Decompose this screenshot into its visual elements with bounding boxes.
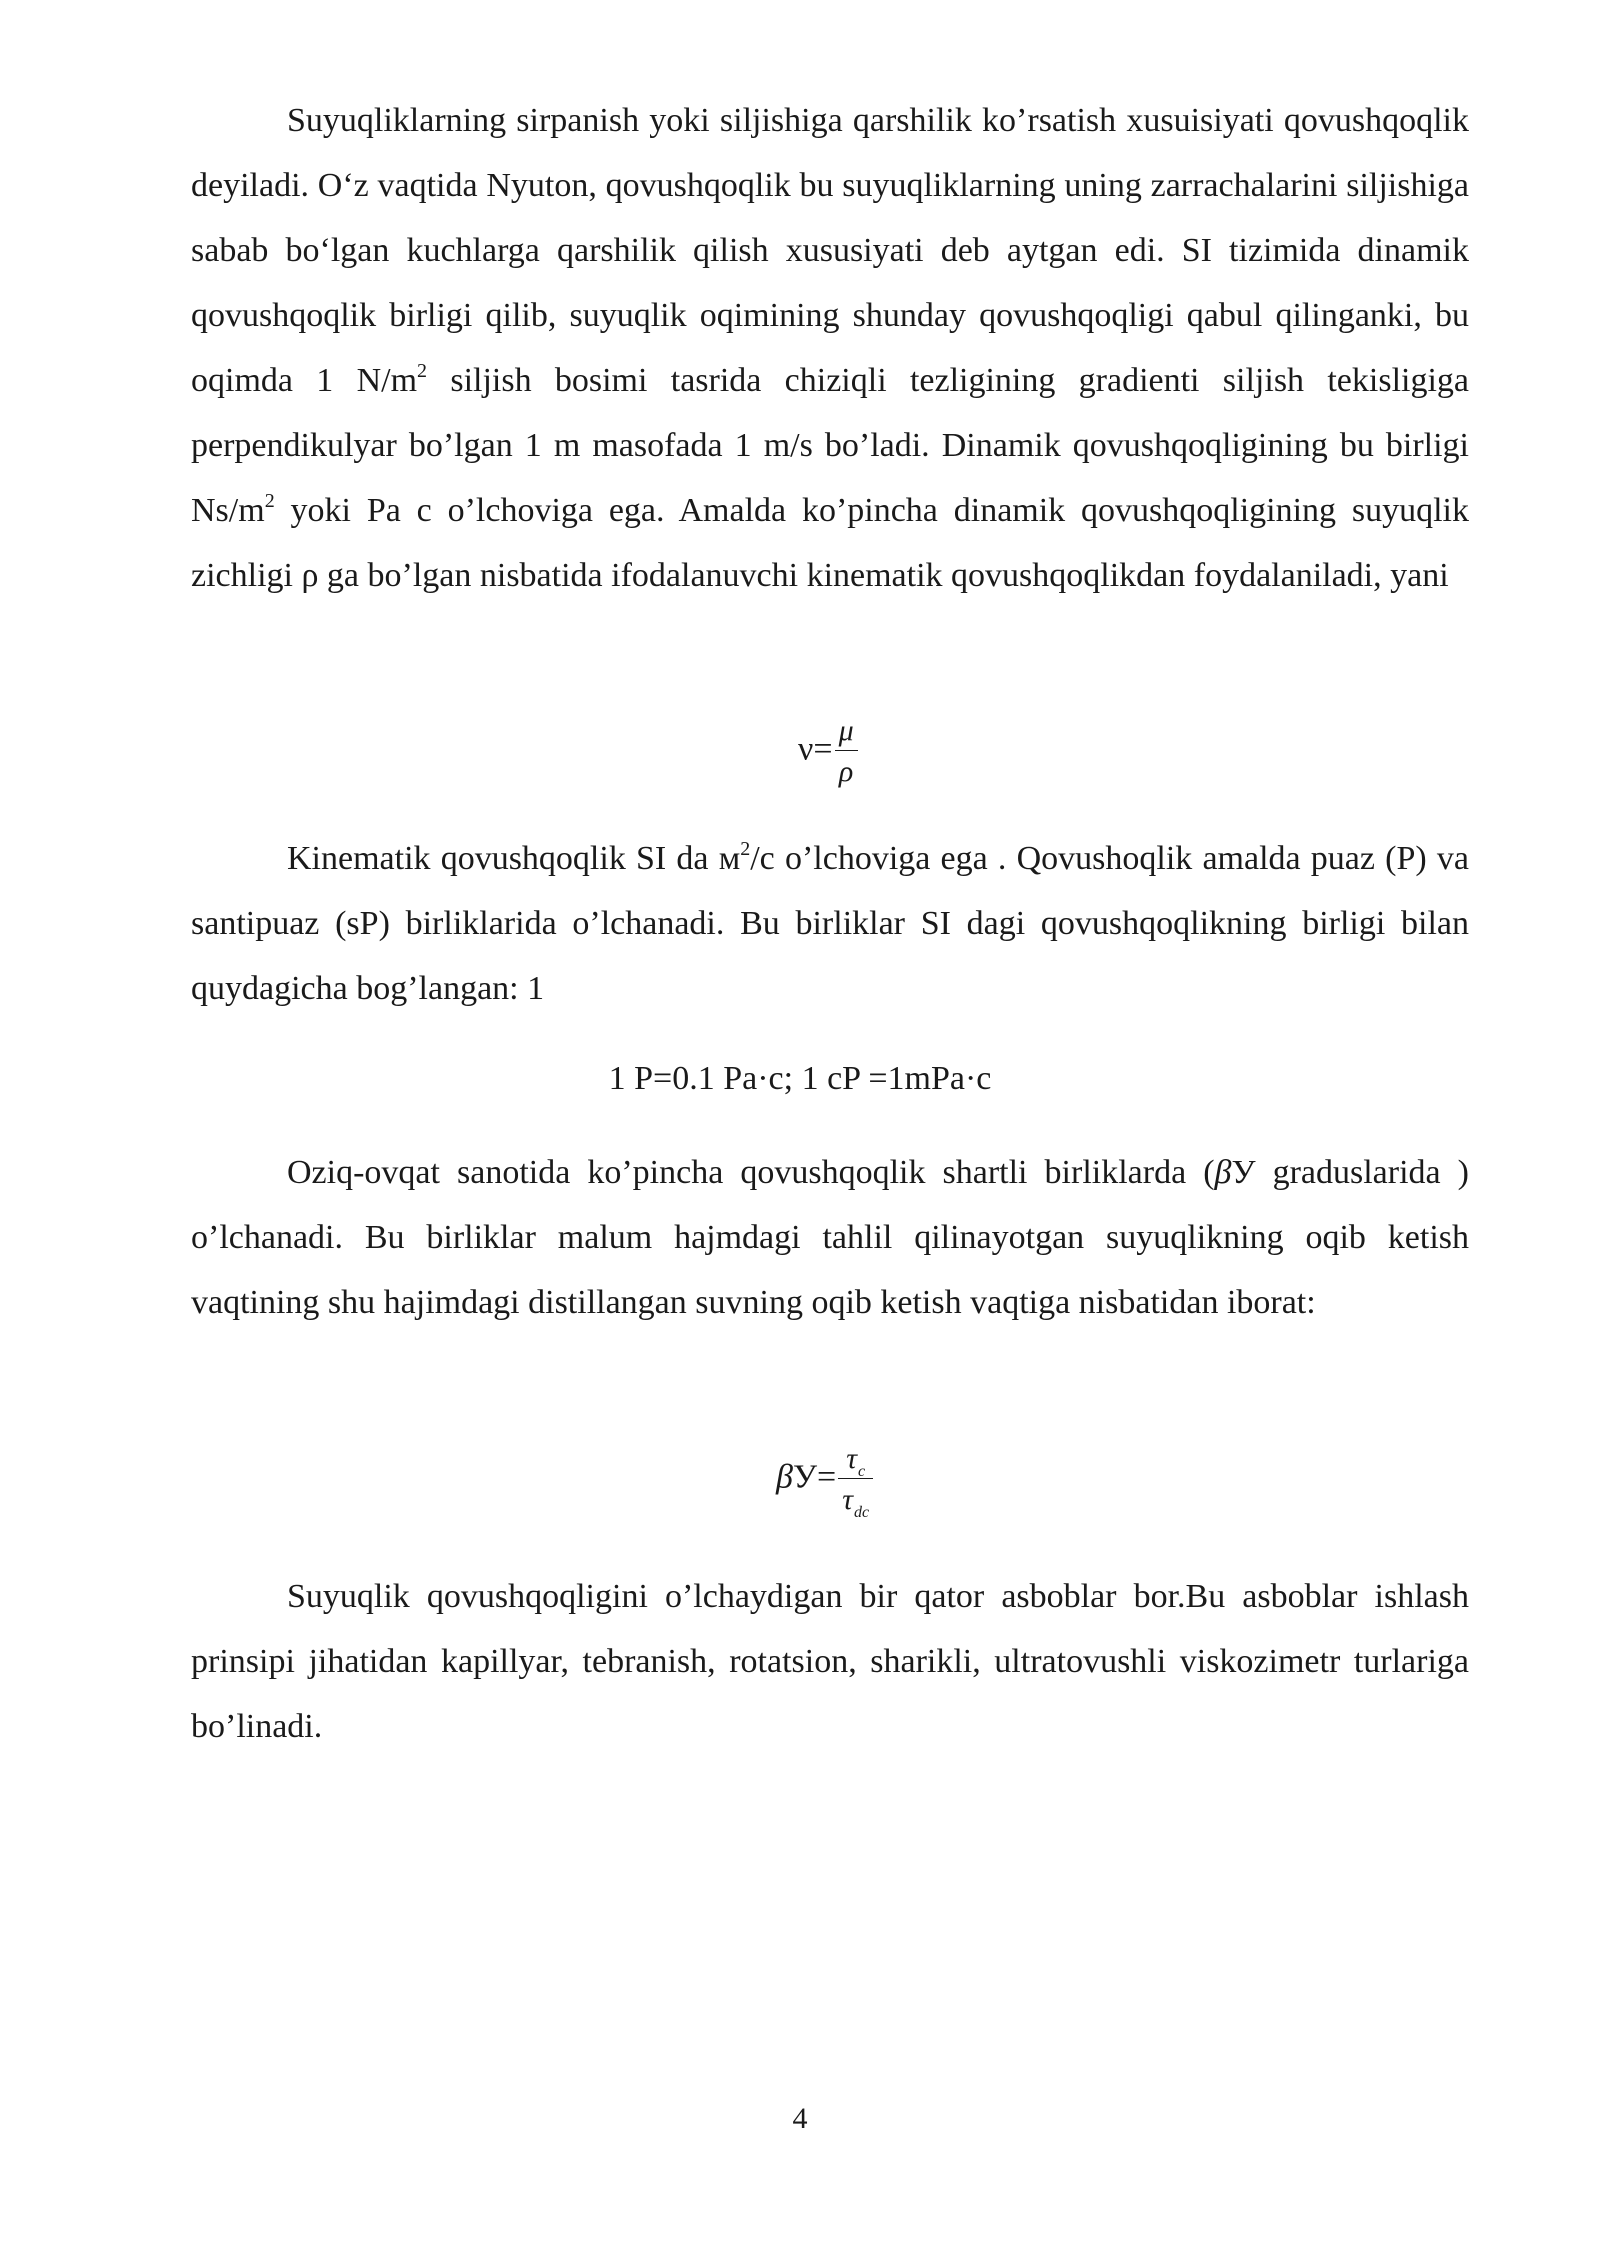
fraction-denominator <box>838 1479 873 1521</box>
formula-kinematic-viscosity <box>798 716 858 787</box>
superscript: 2 <box>417 360 428 382</box>
paragraph-text: Oziq-ovqat sanotida ko’pincha qovushqoqlik shartli birliklarda ( <box>287 1154 1215 1191</box>
beta-symbol: β <box>776 1458 793 1496</box>
tau-symbol: τ <box>842 1483 853 1516</box>
fraction-numerator: μ <box>835 716 858 751</box>
tau-symbol: τ <box>846 1442 857 1475</box>
fraction-numerator <box>838 1444 873 1479</box>
superscript: 2 <box>740 838 751 860</box>
paragraph-viscosity-definition <box>191 88 1469 608</box>
subscript: dc <box>853 1504 870 1521</box>
paragraph-text: Suyuqliklarning sirpanish yoki siljishiga qarshilik ko’rsatish xusuisiyati qovushqoqlik deyiladi. O‘z vaqtida Nyuton, qovushqoqlik bu suyuqliklarning uning zarrachalarini siljishiga sabab bo‘lgan kuchlarga qarshilik qilish xususiyati deb aytgan edi. SI tizimida dinamik qovushqoqlik birligi qilib, suyuqlik oqimining shunday qovushqoqligi qabul qilinganki, bu oqimda 1 N/m <box>191 102 1469 399</box>
paragraph-text: siljish bosimi tasrida chiziqli tezligining gradienti siljish tekisligiga perpendikulyar bo’lgan 1 m masofada 1 m/s bo’ladi. Dinamik qovushqoqligining bu birligi Ns/m <box>191 362 1469 529</box>
paragraph-viscometers <box>191 1564 1469 1759</box>
paragraph-conditional-units <box>191 1140 1469 1335</box>
formula-lhs: У= <box>792 1458 837 1496</box>
beta-symbol: β <box>1214 1154 1232 1191</box>
paragraph-kinematic-units <box>191 826 1469 1021</box>
formula-unit-conversion: 1 P=0.1 Pa·c; 1 cP =1mPa·c <box>608 1060 992 1097</box>
fraction-denominator: ρ <box>838 755 854 788</box>
fraction <box>838 1442 873 1521</box>
page-number: 4 <box>792 2102 808 2135</box>
formula-conditional-viscosity <box>776 1442 873 1521</box>
paragraph-text: Suyuqlik qovushqoqligini o’lchaydigan bir qator asboblar bor.Bu asboblar ishlash prinsipi jihatidan kapillyar, tebranish, rotatsion, sharikli, ultratovushli viskozimetr turlariga bo’linadi. <box>191 1578 1469 1745</box>
subscript: c <box>857 1463 866 1480</box>
paragraph-text: Kinematik qovushqoqlik SI da м <box>287 840 741 877</box>
paragraph-text: /c o’lchoviga ega . Qovushoqlik amalda puaz (P) va santipuaz (sP) birliklarida o’lchanadi. Bu birliklar SI dagi qovushqoqlikning birligi bilan quydagicha bog’langan: 1 <box>191 840 1469 1007</box>
formula-lhs: ν= <box>798 730 833 768</box>
paragraph-text: У graduslarida ) o’lchanadi. Bu birliklar malum hajmdagi tahlil qilinayotgan suyuqlikning oqib ketish vaqtining shu hajimdagi distillangan suvning oqib ketish vaqtiga nisbatidan iborat: <box>191 1154 1469 1321</box>
superscript: 2 <box>264 490 275 512</box>
paragraph-text: yoki Pa c o’lchoviga ega. Amalda ko’pincha dinamik qovushqoqligining suyuqlik zichligi ρ ga bo’lgan nisbatida ifodalanuvchi kinematik qovushqoqlikdan foydalaniladi, yani <box>191 492 1469 594</box>
fraction <box>835 716 858 787</box>
